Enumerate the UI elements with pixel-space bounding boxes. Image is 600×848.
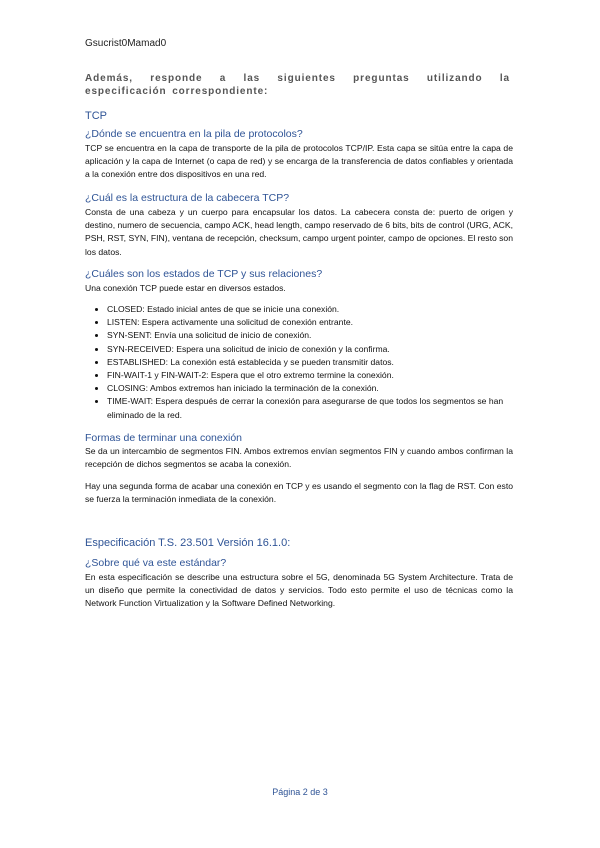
section-title-tcp: TCP [85, 110, 107, 122]
list-item: • SYN-SENT: Envía una solicitud de inicio de conexión. [107, 329, 537, 342]
section-title-spec: Especificación T.S. 23.501 Versión 16.1.0: [85, 537, 291, 549]
intro-text: Además, responde a las siguientes preguntas utilizando la especificación correspondiente: [85, 73, 510, 97]
header-author: Gsucrist0Mamad0 [85, 38, 167, 49]
list-item: • ESTABLISHED: La conexión está establecida y se pueden transmitir datos. [107, 356, 537, 369]
question-standard-about: ¿Sobre qué va este estándar? [85, 557, 227, 569]
question-header-structure: ¿Cuál es la estructura de la cabecera TCP? [85, 192, 290, 204]
answer-terminate-rst: Hay una segunda forma de acabar una conexión en TCP y es usando el segmento con la flag de RST. Con esto se fuerza la terminación inmediata de la conexión. [85, 481, 513, 505]
list-item: • CLOSING: Ambos extremos han iniciado la terminación de la conexión. [107, 382, 537, 395]
answer-standard-about: En esta especificación se describe una estructura sobre el 5G, denominada 5G System Architecture. Trata de un diseño que permite la conectividad de datos y servicios. Todo esto permite el uso de técnicas como la Network Function Virtualization y la Software Defined Networking. [85, 572, 513, 609]
answer-header-structure: Consta de una cabeza y un cuerpo para encapsular los datos. La cabecera consta de: puerto de origen y destino, numero de secuencia, campo ACK, head length, campo reservado de 6 bits, bits de control (URG, ACK, PSH, RST, SYN, FIN), ventana de recepción, checksum, campo urgent pointer, campo de opciones. El resto son los datos. [85, 207, 513, 257]
answer-terminate-fin: Se da un intercambio de segmentos FIN. Ambos extremos envían segmentos FIN y cuando ambos confirman la recepción de dichos segmentos se acaba la conexión. [85, 446, 513, 470]
list-item: • SYN-RECEIVED: Espera una solicitud de inicio de conexión y la confirma. [107, 343, 537, 356]
answer-tcp-states: Una conexión TCP puede estar en diversos estados. [85, 283, 286, 293]
tcp-states-list [85, 303, 537, 422]
question-tcp-states: ¿Cuáles son los estados de TCP y sus relaciones? [85, 268, 323, 280]
page-number: Página 2 de 3 [272, 787, 328, 797]
list-item: • FIN-WAIT-1 y FIN-WAIT-2: Espera que el otro extremo termine la conexión. [107, 369, 537, 382]
question-protocol-stack: ¿Dónde se encuentra en la pila de protocolos? [85, 128, 303, 140]
list-item: • CLOSED: Estado inicial antes de que se inicie una conexión. [107, 303, 537, 316]
answer-protocol-stack: TCP se encuentra en la capa de transporte de la pila de protocolos TCP/IP. Esta capa se sitúa entre la capa de aplicación y la capa de Internet (o capa de red) y se encarga de la transferencia de datos confiables y orientada a la conexión entre dos dispositivos en una red. [85, 143, 513, 180]
question-terminate-connection: Formas de terminar una conexión [85, 432, 242, 444]
list-item: • LISTEN: Espera activamente una solicitud de conexión entrante. [107, 316, 537, 329]
list-item: • TIME-WAIT: Espera después de cerrar la conexión para asegurarse de que todos los segmentos se han eliminado de la red. [107, 395, 537, 421]
